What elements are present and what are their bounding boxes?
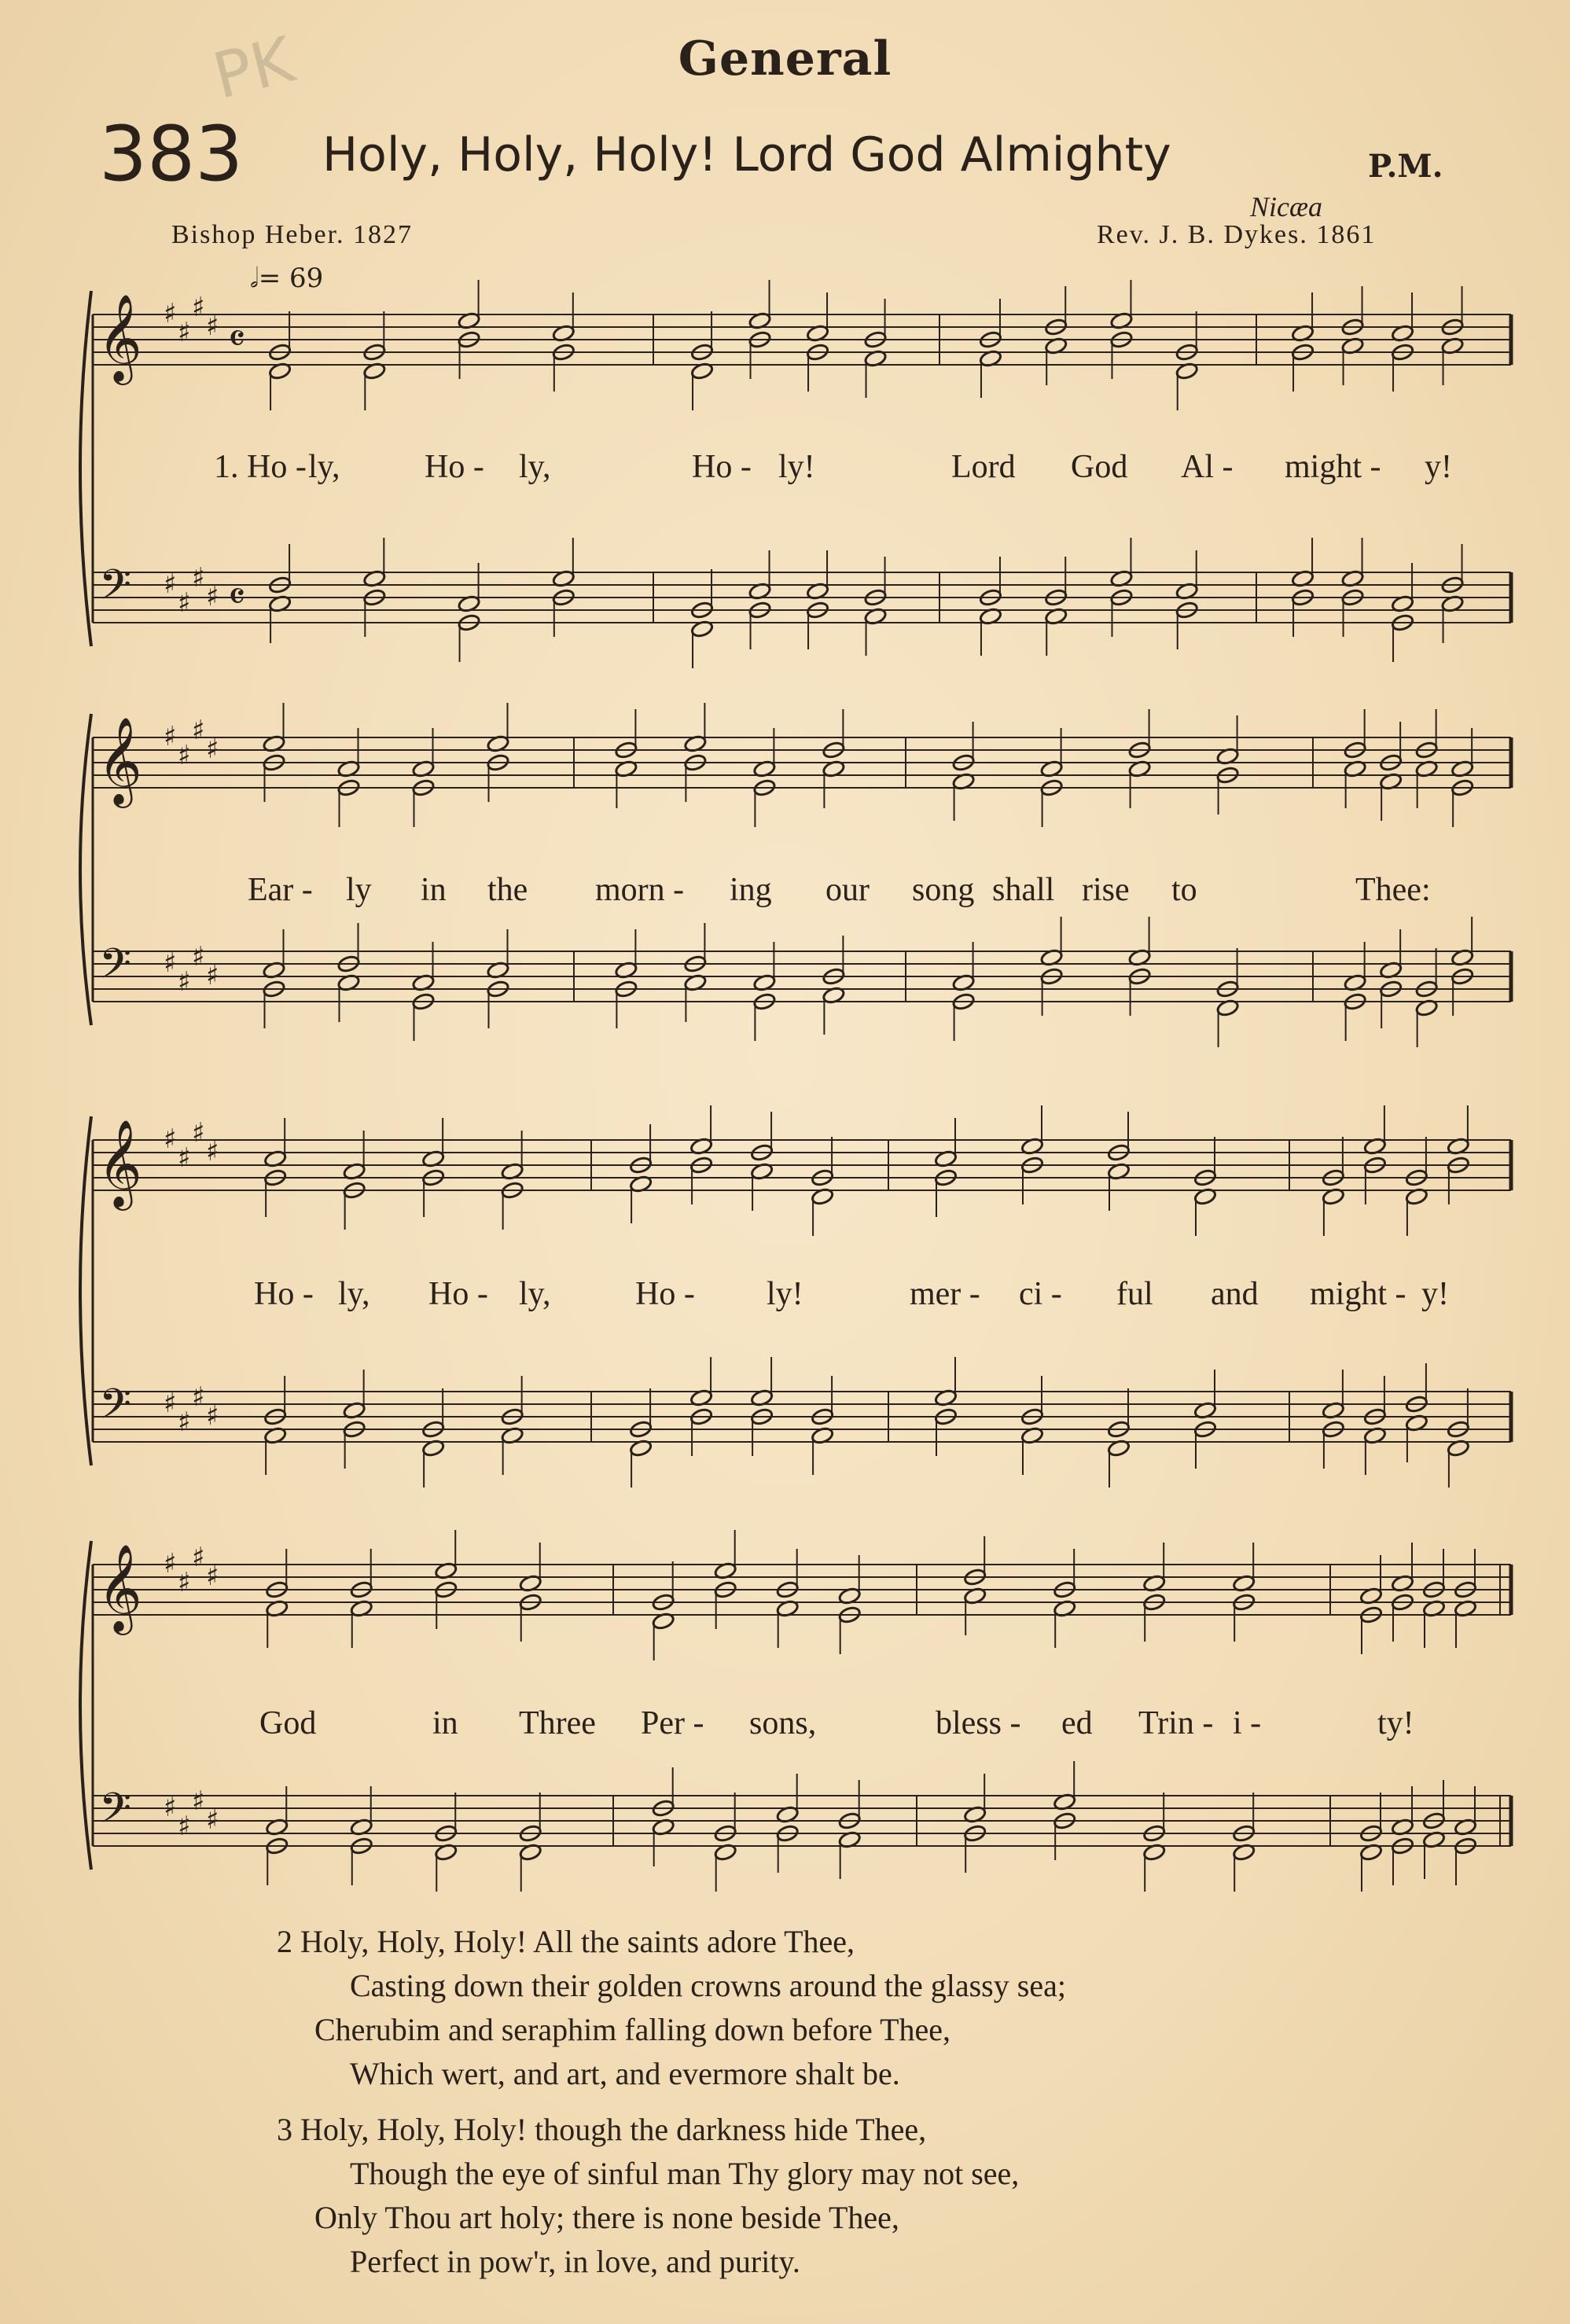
sharp-sign: ♯ — [192, 562, 205, 594]
lyric-syllable: Per - — [641, 1705, 704, 1741]
treble-clef: 𝄞 — [97, 293, 142, 381]
lyric-syllable: ing — [730, 872, 772, 908]
lyric-syllable: Ear - — [248, 872, 313, 908]
sharp-sign: ♯ — [192, 1381, 205, 1413]
sharp-sign: ♯ — [164, 298, 177, 329]
sharp-sign: ♯ — [164, 1548, 177, 1579]
sharp-sign: ♯ — [164, 1123, 177, 1155]
lyric-syllable: ly, — [338, 1276, 370, 1312]
common-time-sign: 𝄴 — [228, 574, 246, 620]
sharp-sign: ♯ — [178, 587, 191, 619]
lyric-syllable: Al - — [1181, 449, 1234, 485]
lyric-syllable: 1. Ho - — [214, 449, 307, 485]
lyric-syllable: ly, — [519, 1276, 551, 1312]
sharp-sign: ♯ — [164, 1388, 177, 1419]
lyric-syllable: morn - — [595, 872, 685, 908]
lyric-syllable: song — [912, 872, 975, 908]
sharp-sign: ♯ — [206, 1561, 219, 1592]
lyric-syllable: Trin - — [1138, 1705, 1214, 1741]
brace — [80, 1541, 91, 1870]
verse-3-line-1: 3 Holy, Holy, Holy! though the darkness hide Thee, — [277, 2112, 927, 2147]
lyric-syllable: to — [1171, 872, 1197, 908]
sharp-sign: ♯ — [164, 947, 177, 979]
common-time-sign: 𝄴 — [228, 316, 246, 362]
lyric-syllable: ly, — [308, 449, 340, 485]
lyric-syllable: mer - — [910, 1276, 980, 1312]
lyric-syllable: ly! — [778, 449, 815, 485]
lyric-syllable: in — [432, 1705, 458, 1741]
lyric-syllable: ci - — [1019, 1276, 1062, 1312]
sharp-sign: ♯ — [206, 1136, 219, 1168]
sharp-sign: ♯ — [192, 1542, 205, 1573]
lyric-syllable: in — [421, 872, 447, 908]
sharp-sign: ♯ — [178, 1811, 191, 1842]
bass-clef: 𝄢 — [99, 561, 132, 620]
lyric-syllable: our — [825, 872, 870, 908]
lyric-syllable: y! — [1421, 1276, 1449, 1312]
tempo-marking: 𝅗𝅥= 69 — [250, 263, 324, 294]
section-title: General — [678, 31, 892, 86]
hymn-meter: P.M. — [1368, 148, 1443, 185]
author-credit: Bishop Heber. 1827 — [171, 220, 414, 249]
verse-2-line-4: Which wert, and art, and evermore shalt be. — [350, 2056, 900, 2091]
lyric-syllable: ful — [1116, 1276, 1153, 1312]
verse-2-line-3: Cherubim and seraphim falling down before Thee, — [314, 2012, 951, 2047]
lyric-syllable: bless - — [936, 1705, 1021, 1741]
sharp-sign: ♯ — [178, 966, 191, 998]
sharp-sign: ♯ — [178, 1142, 191, 1174]
lyric-syllable: the — [487, 872, 528, 908]
lyric-syllable: God — [1071, 449, 1128, 485]
sharp-sign: ♯ — [206, 1804, 219, 1836]
lyric-syllable: Ho - — [635, 1276, 695, 1312]
lyric-syllable: rise — [1082, 872, 1130, 908]
sharp-sign: ♯ — [206, 734, 219, 765]
lyric-syllable: Lord — [951, 449, 1016, 485]
lyric-syllable: Thee: — [1355, 872, 1431, 908]
verse-3-line-3: Only Thou art holy; there is none beside Thee, — [314, 2200, 899, 2235]
sharp-sign: ♯ — [192, 941, 205, 973]
sharp-sign: ♯ — [178, 740, 191, 771]
sharp-sign: ♯ — [178, 1567, 191, 1598]
verse-3-line-2: Though the eye of sinful man Thy glory may not see, — [350, 2156, 1020, 2191]
brace — [80, 714, 91, 1025]
lyric-syllable: Ho - — [692, 449, 752, 485]
treble-clef: 𝄞 — [97, 1543, 142, 1631]
lyric-syllable: Ho - — [254, 1276, 314, 1312]
bass-clef: 𝄢 — [99, 940, 132, 998]
sharp-sign: ♯ — [192, 1117, 205, 1149]
lyric-syllable: ed — [1061, 1705, 1093, 1741]
lyric-syllable: y! — [1425, 449, 1452, 485]
sharp-sign: ♯ — [206, 1400, 219, 1432]
sharp-sign: ♯ — [206, 581, 219, 612]
lyric-syllable: Ho - — [428, 1276, 488, 1312]
treble-clef: 𝄞 — [97, 1119, 142, 1207]
lyric-syllable: ty! — [1377, 1705, 1414, 1741]
sharp-sign: ♯ — [164, 721, 177, 752]
hymn-title: Holy, Holy, Holy! Lord God Almighty — [322, 127, 1171, 182]
hymn-number: 383 — [99, 110, 244, 198]
sharp-sign: ♯ — [192, 292, 205, 323]
tune-name: Nicæa — [1250, 191, 1323, 222]
verse-2-line-1: 2 Holy, Holy, Holy! All the saints adore Thee, — [277, 1924, 855, 1959]
verse-2-line-2: Casting down their golden crowns around the glassy sea; — [350, 1968, 1066, 2003]
lyric-syllable: ly — [346, 872, 372, 908]
lyric-syllable: ly, — [519, 449, 551, 485]
lyric-syllable: God — [259, 1705, 317, 1741]
margin-handwriting: PK — [206, 23, 301, 113]
lyric-syllable: shall — [992, 872, 1055, 908]
lyric-syllable: might - — [1310, 1276, 1406, 1312]
half-note-icon: 𝅗𝅥 — [250, 263, 259, 294]
sharp-sign: ♯ — [178, 317, 191, 348]
verse-3-line-4: Perfect in pow'r, in love, and purity. — [350, 2244, 800, 2279]
sharp-sign: ♯ — [206, 960, 219, 991]
brace — [80, 291, 91, 646]
lyric-syllable: might - — [1285, 449, 1381, 485]
composer-credit: Rev. J. B. Dykes. 1861 — [1097, 220, 1377, 249]
treble-clef: 𝄞 — [97, 716, 142, 804]
lyric-syllable: Three — [519, 1705, 596, 1741]
sharp-sign: ♯ — [164, 568, 177, 600]
brace — [80, 1116, 91, 1465]
sharp-sign: ♯ — [164, 1792, 177, 1823]
bass-clef: 𝄢 — [99, 1381, 132, 1439]
sharp-sign: ♯ — [192, 1785, 205, 1817]
lyric-syllable: sons, — [749, 1705, 817, 1741]
lyric-syllable: Ho - — [425, 449, 484, 485]
lyric-syllable: and — [1211, 1276, 1259, 1312]
lyric-syllable: ly! — [767, 1276, 803, 1312]
bass-clef: 𝄢 — [99, 1785, 132, 1843]
sharp-sign: ♯ — [206, 311, 219, 342]
lyric-syllable: i - — [1233, 1705, 1262, 1741]
sharp-sign: ♯ — [192, 715, 205, 746]
sharp-sign: ♯ — [178, 1407, 191, 1438]
